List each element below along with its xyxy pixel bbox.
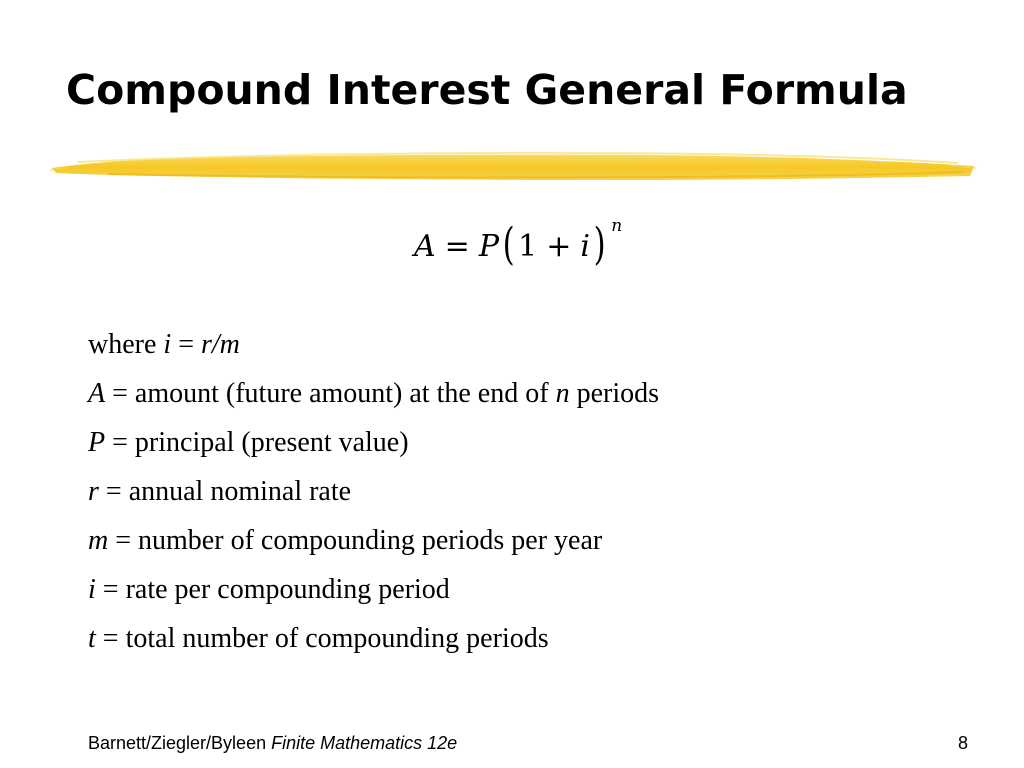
- definition-line: [88, 568, 988, 617]
- definition-text: number of compounding periods per year: [138, 525, 603, 556]
- definition-value: r/m: [200, 329, 240, 360]
- definition-symbol: P: [88, 427, 106, 458]
- formula-amount: A: [414, 228, 436, 264]
- definition-line: [88, 372, 988, 421]
- definition-suffix: periods: [569, 378, 659, 409]
- definition-symbol: i: [163, 329, 172, 360]
- yellow-brush-underline: [48, 146, 978, 186]
- formula-one: 1: [518, 228, 538, 264]
- definition-text: amount (future amount) at the end of: [134, 378, 556, 409]
- formula-equals: =: [444, 228, 470, 264]
- footer-authors: Barnett/Ziegler/Byleen: [88, 733, 272, 753]
- definition-symbol: A: [88, 378, 106, 409]
- definition-text: rate per compounding period: [125, 574, 450, 605]
- definitions-list: [88, 323, 988, 666]
- definition-symbol: m: [88, 525, 109, 556]
- definition-equals: =: [98, 476, 129, 507]
- definition-text: annual nominal rate: [128, 476, 352, 507]
- definition-symbol: i: [88, 574, 96, 605]
- definition-equals: =: [108, 525, 139, 556]
- definition-equals: =: [95, 623, 126, 654]
- definition-line: [88, 421, 988, 470]
- formula-exponent: n: [611, 216, 623, 236]
- definition-line: [88, 617, 988, 666]
- formula-open-paren: (: [502, 218, 515, 270]
- formula-principal: P: [478, 228, 499, 264]
- formula-rate: i: [580, 228, 591, 264]
- definition-text: total number of compounding periods: [125, 623, 549, 654]
- definition-text: principal (present value): [134, 427, 409, 458]
- definition-variable: n: [555, 378, 570, 409]
- definition-equals: =: [171, 329, 201, 360]
- page-number: 8: [957, 733, 968, 753]
- slide-title: Compound Interest General Formula: [66, 66, 908, 114]
- definition-equals: =: [105, 427, 135, 458]
- definition-prefix: where: [88, 329, 164, 360]
- definition-line: [88, 323, 988, 372]
- footer-book-title: Finite Mathematics 12e: [271, 733, 458, 753]
- definition-symbol: r: [88, 476, 99, 507]
- formula-close-paren: ): [593, 218, 606, 270]
- definition-equals: =: [95, 574, 126, 605]
- footer-citation: [88, 731, 457, 755]
- definition-line: [88, 519, 988, 568]
- compound-interest-formula: [414, 216, 622, 276]
- formula-plus: +: [546, 228, 572, 264]
- definition-equals: =: [105, 378, 135, 409]
- definition-line: [88, 470, 988, 519]
- definition-symbol: t: [88, 623, 96, 654]
